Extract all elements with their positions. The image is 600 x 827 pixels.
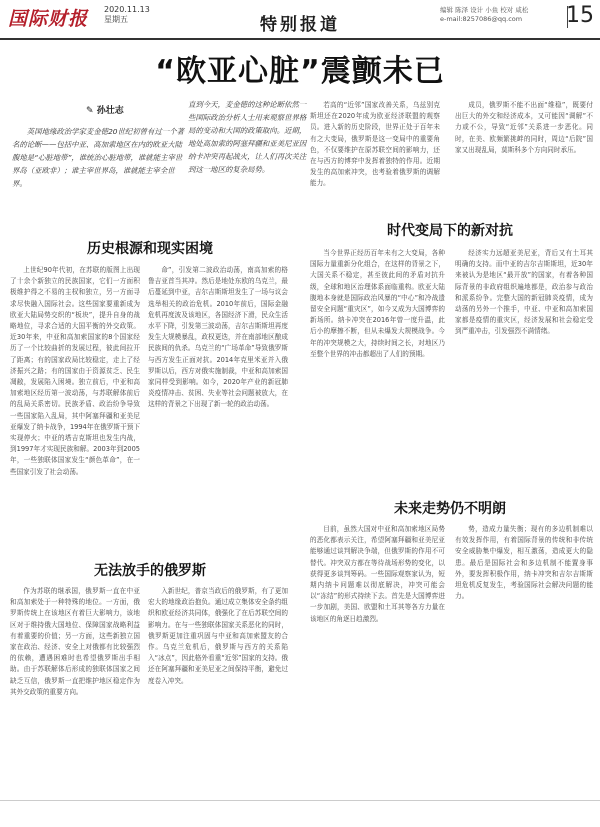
subhead-history: 历史根源和现实困境: [87, 241, 213, 257]
body-column-3: 若高的“近邻”国家改善关系，乌兹别克斯坦还在2020年成为欧亚经济联盟的观察员。进入新的历史阶段，世界正处于百年未有之大变局，俄罗斯是这一变局中的重要角色，不仅要维护在原苏联空间的影响力，还在与西方的博弈中发挥着独特的作用。近期发生的高加索冲突，也考验着俄罗斯的调解能力。: [310, 101, 440, 188]
article-headline: “欧亚心脏”震颤未已: [155, 54, 445, 89]
subhead-outlook: 未来走势仍不明朗: [394, 501, 506, 517]
pen-icon: ✎: [86, 106, 97, 116]
lead-paragraph-continued: 直到今天，麦金德的这种论断依然一些国际政治分析人士用来观察世界格局的变动和大国的政策取向。近期，地处高加索的阿塞拜疆和亚美尼亚因纳卡冲突再起战火，让人们再次关注到这一地区的复杂局势。: [188, 100, 307, 174]
bottom-divider: [0, 800, 600, 801]
body-column-1: 上世纪90年代初，在苏联的版图上出现了十余个新独立的民族国家，它们一方面积极维护得之不易的主权和独立，另一方面寻求尽快融入国际社会。这些国家要重新成为欧亚大陆局势交织的“板块”，提升自身的战略地位，寻求合适的大国平衡的外交政策。近30年来，中亚和高加索国家的8个国家经历了一个比较曲折的发展过程，彼此间拉开了距离；有的国家政局比较稳定，走上了经济振兴之路；有的国家由于资源贫乏、民生凋敝，发展陷入困境。独立前后，中亚和高加索地区经历第一波动荡，与苏联解体前后的乱局关系密切。民族矛盾、政治纷争导致一些国家陷入乱局，其中阿塞拜疆和亚美尼亚爆发了纳卡战争，1994年在俄罗斯干预下实现停火；中亚的塔吉克斯坦也发生内战，到1997年才实现民族和解。2003年到2005年，一些独联体国家发生“颜色革命”，在一些国家引发了社会动荡。: [10, 266, 140, 476]
body-column-4: 成员，俄罗斯不能不出面“维稳”，既要付出巨大的外交和经济成本，又可能因“调解”不力或不公，导致“近邻”关系进一步恶化。同时，在美、欧频繁挑衅的同时，周边“后院”国家又出现乱局，莫斯科多个方向同时承压。: [455, 101, 593, 154]
section-title: 特别报道: [260, 15, 340, 35]
body-column-6: 经济实力远超亚美尼亚，背后又有土耳其明确的支持。而中亚的吉尔吉斯斯坦，近30年来被认为是地区“最开放”的国家，有着各种国际背景的非政府组织遍地都是，政治参与政治和派系纷争。完整大国的新冠肺炎疫情，成为动荡的另外一个推手，中亚、中亚和高加索国家都是疫情的重灾区，经济发展和社会稳定受到严重冲击，引发强烈不满情绪。: [455, 249, 593, 336]
body-column-7: 作为苏联的继承国，俄罗斯一直在中亚和高加索处于一种特殊的地位。一方面，俄罗斯传统上在该地区有着巨大影响力，该地区对于维持俄大国地位、保障国家战略利益有着重要的价值；另一方面，这些新独立国家在政治、经济、安全上对俄都有比较强烈的依赖，遭遇困难时也希望俄罗斯出手相助。由于苏联解体后形成的独联体国家之间缺乏互信，俄罗斯一直把维护地区稳定作为其外交政策的重要方向。: [10, 587, 140, 696]
author-name: 孙壮志: [96, 106, 124, 116]
editors-email: e-mail:8257086@qq.com: [440, 15, 523, 23]
weekday-text: 星期五: [104, 15, 128, 24]
editors-names: 编辑 陈泽 设计 小鱼 校对 咸松: [440, 6, 529, 14]
body-column-5: 当今世界正经历百年未有之大变局，各种国际力量重新分化组合，在这样的背景之下，大国关系不稳定，甚至彼此间的矛盾对抗升级，全球和地区治理体系面临重构。欧亚大陆腹地本身就是国际政治风暴的“中心”和冷战遗留安全问题“重灾区”，如今又成为大国博弈的新场所。纳卡冲突在2016年曾一度升温，此后小的摩擦不断，但从未爆发大规模战争。今年的冲突规模之大，持续时间之长，对地区乃至整个世界的冲击都超出了人们的预期。: [310, 249, 445, 358]
byline: [86, 103, 124, 116]
page-header: [0, 0, 600, 38]
body-column-9: 目前，虽然大国对中亚和高加索地区局势的恶化都表示关注，希望阿塞拜疆和亚美尼亚能够通过谈判解决争端，但俄罗斯的作用不可替代。冲突双方都在等待战场形势的变化，以获得更多谈判筹码。一些国际观察家认为，短期内纳卡问题难以彻底解决，冲突可能会以“冻结”的形式持续下去。首先是大国博弈进一步加剧，美国、欧盟和土耳其等各方力量在该地区的角逐日趋激烈。: [310, 525, 445, 623]
editors-info: [440, 6, 528, 24]
body-column-8: 入新世纪，普京当政后的俄罗斯，有了更加宏大的地缘政治抱负。通过成立集体安全条约组织和欧亚经济共同体，俄强化了在后苏联空间的影响力。在与一些独联体国家关系恶化的同时，俄罗斯更加注重巩固与中亚和高加索盟友的合作。乌克兰危机后，俄罗斯与西方的关系陷入“冰点”，因此格外看重“近邻”国家的支持。俄还在阿塞拜疆和亚美尼亚之间保持平衡，避免过度卷入冲突。: [148, 587, 288, 685]
subhead-russia: 无法放手的俄罗斯: [94, 563, 206, 579]
subhead-new-confrontation: 时代变局下的新对抗: [387, 223, 513, 239]
masthead-logo: 国际财报: [8, 8, 89, 30]
lead-paragraph: 英国地缘政治学家麦金德20世纪初曾有过一个著名的论断——包括中亚、高加索地区在内的欧亚大陆腹地是“心脏地带”，谁统治心脏地带，谁就能主宰世界岛（亚欧非）；谁主宰世界岛，谁就能主宰全世界。: [12, 127, 185, 188]
page-number: 15: [566, 3, 594, 28]
body-column-10: 势，造成力量失衡；现有的多边机制难以有效发挥作用，有着国际背景的传统和非传统安全威胁集中爆发，相互激荡，造成更大的隐患。最后是国际社会和多边机制不能置身事外，要发挥积极作用，纳卡冲突和吉尔吉斯斯坦危机反复发生，考验国际社会解决问题的能力。: [455, 525, 593, 601]
date-text: 2020.11.13: [104, 5, 150, 14]
body-column-2: 命”，引发第二波政治动荡，南高加索的格鲁吉亚首当其冲。然后是地处东欧的乌克兰，最后蔓延到中亚，吉尔吉斯斯坦发生了一场与议会选举相关的政治危机。2010年前后，国际金融危机再度波及该地区，各国经济下滑，民众生活水平下降，引发第三波动荡，吉尔吉斯斯坦再度发生大规模暴乱，政权更迭，并在南部地区酿成民族间的仇杀。乌克兰的“广场革命”导致俄罗斯与西方发生正面对抗。2014年克里米亚并入俄罗斯以后，西方对俄实施制裁，中亚和高加索国家同样受到影响。如今，2020年产业的新冠肺炎疫情冲击、贫困、失业等社会问题被放大，在这样的背景之下出现了新一轮的政治动荡。: [148, 266, 288, 409]
header-rule: [0, 38, 600, 40]
